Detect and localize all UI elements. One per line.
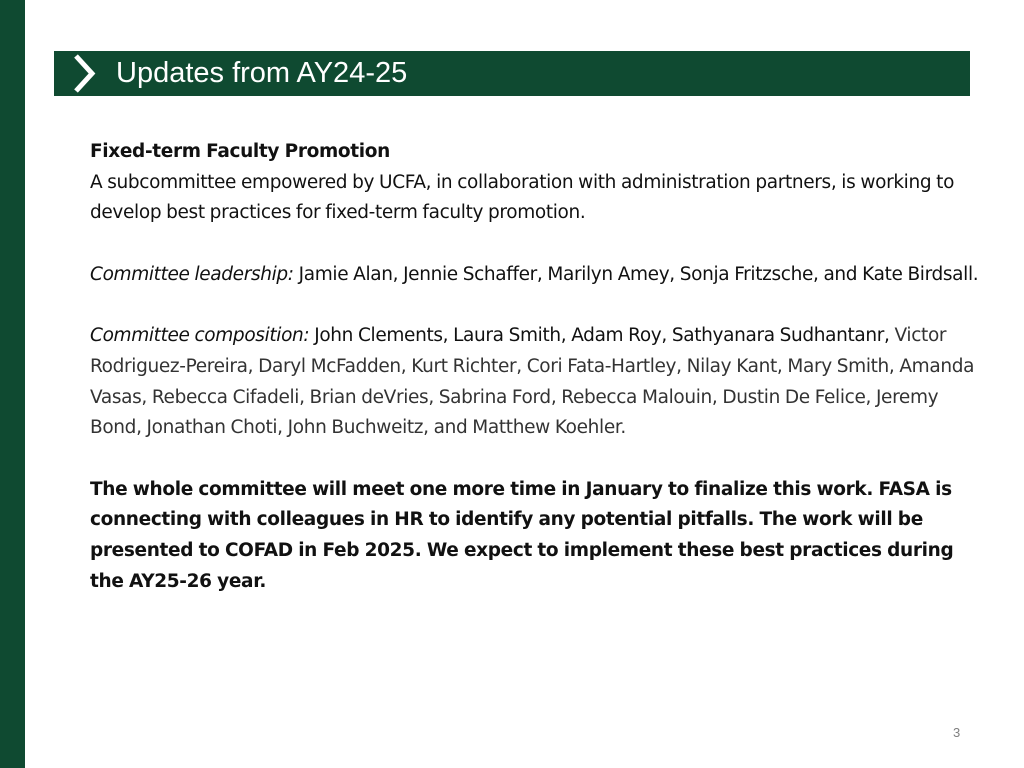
composition-names-part1: John Clements, Laura Smith, Adam Roy, Sathyanara Sudhantanr, [309, 325, 890, 347]
leadership-names: Jamie Alan, Jennie Schaffer, Marilyn Amey, Sonja Fritzsche, and Kate Birdsall. [293, 263, 979, 285]
section-heading: Fixed-term Faculty Promotion [90, 141, 390, 162]
composition-paragraph [90, 321, 990, 444]
paragraph-spacer [90, 229, 990, 260]
slide-title: Updates from AY24-25 [116, 57, 408, 89]
page-number: 3 [953, 725, 961, 740]
section-intro: A subcommittee empowered by UCFA, in collaboration with administration partners, is working to develop best practices for fixed-term faculty promotion. [90, 171, 955, 224]
left-accent-bar [0, 0, 25, 768]
slide-content [90, 137, 990, 598]
chevron-right-icon [70, 51, 100, 96]
composition-label: Committee composition: [90, 325, 310, 347]
composition-names-part2: Victor Rodriguez-Pereira, Daryl McFadden, Kurt Richter, Cori Fata-Hartley, Nilay Kant, Mary Smith, Amanda Vasas, Rebecca Cifadeli, Brian deVries, Sabrina Ford, Rebecca Malouin, Dustin De Felice, Jeremy Bond, Jonathan Choti, John Buchweitz, and Matthew Koehler. [90, 325, 975, 439]
closing-paragraph: The whole committee will meet one more time in January to finalize this work. FASA is connecting with colleagues in HR to identify any potential pitfalls. The work will be presented to COFAD in Feb 2025. We expect to implement these best practices during the AY25-26 year. [90, 478, 954, 592]
paragraph-spacer [90, 291, 990, 322]
leadership-paragraph [90, 260, 990, 291]
paragraph-spacer [90, 444, 990, 475]
leadership-label: Committee leadership: [90, 263, 294, 285]
